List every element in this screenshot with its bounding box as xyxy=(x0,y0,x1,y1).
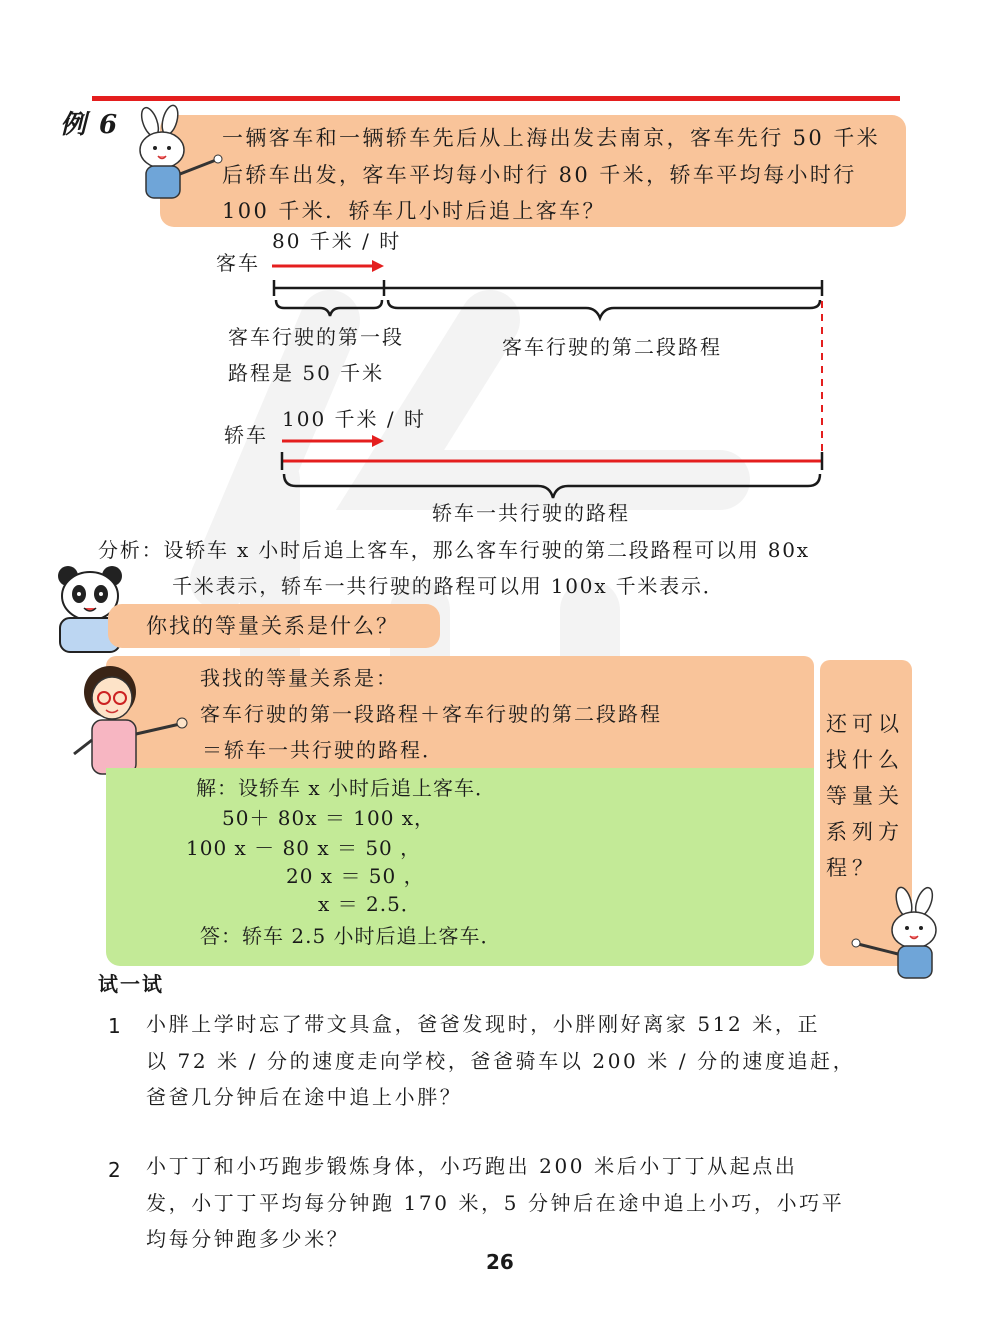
equation-line-3: 20 x ＝ 50 ， xyxy=(286,864,425,888)
exercise-line: 均每分钟跑多少米？ xyxy=(146,1227,350,1251)
example-label: 例 6 xyxy=(60,110,120,140)
side-note-line: 程？ xyxy=(826,856,878,880)
equation-line-2: 100 x － 80 x ＝ 50 ， xyxy=(186,836,422,860)
exercise-line: 以 72 米 / 分的速度走向学校，爸爸骑车以 200 米 / 分的速度追赶， xyxy=(146,1048,856,1073)
side-note-line: 等量关 xyxy=(826,784,904,808)
question-text: 你找的等量关系是什么？ xyxy=(146,614,399,638)
rabbit-mascot-icon xyxy=(848,888,950,984)
analysis-line-2: 千米表示，轿车一共行驶的路程可以用 100x 千米表示． xyxy=(172,574,725,598)
relation-line-2: 客车行驶的第一段路程＋客车行驶的第二段路程 xyxy=(200,702,662,726)
side-note-text xyxy=(826,706,912,886)
equation-line-1: 50＋ 80x ＝ 100 x， xyxy=(222,806,436,830)
exercise-line: 小丁丁和小巧跑步锻炼身体，小巧跑出 200 米后小丁丁从起点出 xyxy=(146,1154,798,1178)
bus-speed-label: 80 千米 / 时 xyxy=(272,229,402,253)
equation-line-4: x ＝ 2.5． xyxy=(318,892,422,916)
exercise-1-text xyxy=(146,1006,914,1116)
analysis-text xyxy=(98,532,918,604)
car-speed-label: 100 千米 / 时 xyxy=(282,407,426,431)
bus-label: 客车 xyxy=(216,251,260,275)
exercise-number: 2 xyxy=(108,1158,121,1182)
segment2-label: 客车行驶的第二段路程 xyxy=(502,335,722,359)
segment1-brace xyxy=(276,300,382,316)
relation-line-3: ＝轿车一共行驶的路程． xyxy=(202,738,444,762)
side-note-line: 系列方 xyxy=(826,820,904,844)
exercise-2-text xyxy=(146,1148,914,1258)
top-rule xyxy=(92,96,900,101)
side-note-line: 还可以 xyxy=(826,712,904,736)
exercise-number: 1 xyxy=(108,1014,121,1038)
exercise-line: 小胖上学时忘了带文具盒，爸爸发现时，小胖刚好离家 512 米，正 xyxy=(146,1012,821,1036)
girl-mascot-icon xyxy=(72,662,192,782)
car-total-brace xyxy=(284,474,820,498)
segment2-brace xyxy=(388,300,820,318)
distance-diagram xyxy=(0,225,1000,530)
car-label: 轿车 xyxy=(224,423,268,447)
segment1-label-line1: 客车行驶的第一段 xyxy=(228,325,404,349)
segment1-label-line2: 路程是 50 千米 xyxy=(228,361,385,385)
try-section-label: 试一试 xyxy=(98,972,164,996)
analysis-line-1: 分析：设轿车 x 小时后追上客车，那么客车行驶的第二段路程可以用 80x xyxy=(98,538,810,562)
exercise-line: 爸爸几分钟后在途中追上小胖？ xyxy=(146,1085,463,1109)
problem-text: 一辆客车和一辆轿车先后从上海出发去南京，客车先行 50 千米后轿车出发，客车平均每小时行 80 千米，轿车平均每小时行 100 千米．轿车几小时后追上客车？ xyxy=(222,126,881,223)
solution-answer: 答：轿车 2.5 小时后追上客车． xyxy=(200,924,502,948)
solution-setup: 解：设轿车 x 小时后追上客车． xyxy=(196,776,496,800)
rabbit-mascot-icon xyxy=(120,108,230,204)
relation-line-1: 我找的等量关系是： xyxy=(200,666,398,690)
page-number: 26 xyxy=(486,1250,514,1274)
side-note-line: 找什么 xyxy=(826,748,904,772)
exercise-line: 发，小丁丁平均每分钟跑 170 米，5 分钟后在途中追上小巧，小巧平 xyxy=(146,1190,845,1215)
car-total-label: 轿车一共行驶的路程 xyxy=(432,501,630,525)
relation-text xyxy=(200,660,810,768)
